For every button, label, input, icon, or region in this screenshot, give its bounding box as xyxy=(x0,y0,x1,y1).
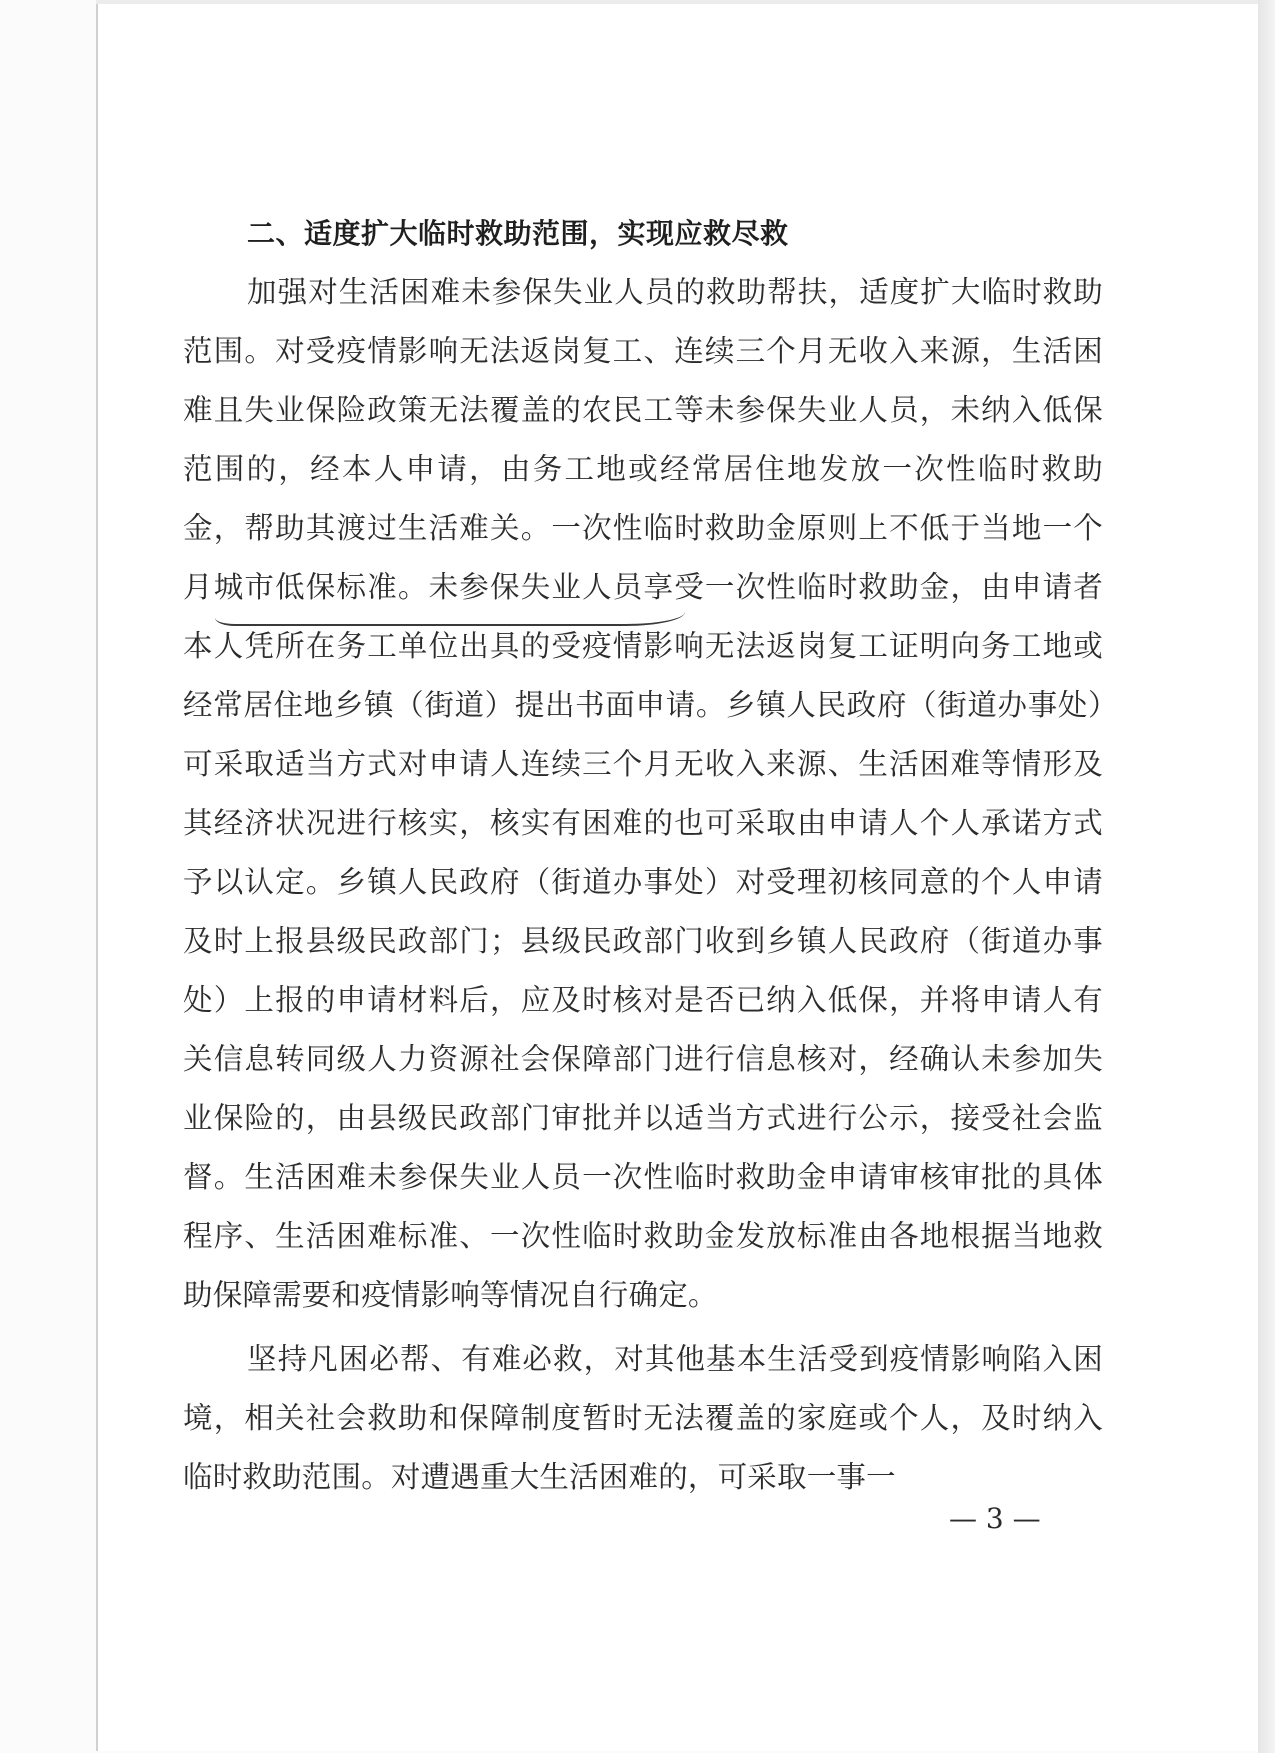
handwritten-underline xyxy=(215,610,685,626)
scan-right-edge xyxy=(1258,0,1275,1753)
paragraph-1: 加强对生活困难未参保失业人员的救助帮扶，适度扩大临时救助范围。对受疫情影响无法返岗复工、连续三个月无收入来源，生活困难且失业保险政策无法覆盖的农民工等未参保失业人员，未纳入低保范围的，经本人申请，由务工地或经常居住地发放一次性临时救助金，帮助其渡过生活难关。一次性临时救助金原则上不低于当地一个月城市低保标准。未参保失业人员享受一次性临时救助金，由申请者本人凭所在务工单位出具的受疫情影响无法返岗复工证明向务工地或经常居住地乡镇（街道）提出书面申请。乡镇人民政府（街道办事处）可采取适当方式对申请人连续三个月无收入来源、生活困难等情形及其经济状况进行核实，核实有困难的也可采取由申请人个人承诺方式予以认定。乡镇人民政府（街道办事处）对受理初核同意的个人申请及时上报县级民政部门；县级民政部门收到乡镇人民政府（街道办事处）上报的申请材料后，应及时核对是否已纳入低保，并将申请人有关信息转同级人力资源社会保障部门进行信息核对，经确认未参加失业保险的，由县级民政部门审批并以适当方式进行公示，接受社会监督。生活困难未参保失业人员一次性临时救助金申请审核审批的具体程序、生活困难标准、一次性临时救助金发放标准由各地根据当地救助保障需要和疫情影响等情况自行确定。 xyxy=(183,275,1103,1312)
page-number: — 3 — xyxy=(949,1502,1041,1535)
section-heading: 二、适度扩大临时救助范围，实现应救尽救 xyxy=(247,217,789,250)
document-body xyxy=(183,205,1103,1507)
paragraph-2: 坚持凡困必帮、有难必救，对其他基本生活受到疫情影响陷入困境，相关社会救助和保障制度暂时无法覆盖的家庭或个人，及时纳入临时救助范围。对遭遇重大生活困难的，可采取一事一 xyxy=(183,1342,1103,1494)
